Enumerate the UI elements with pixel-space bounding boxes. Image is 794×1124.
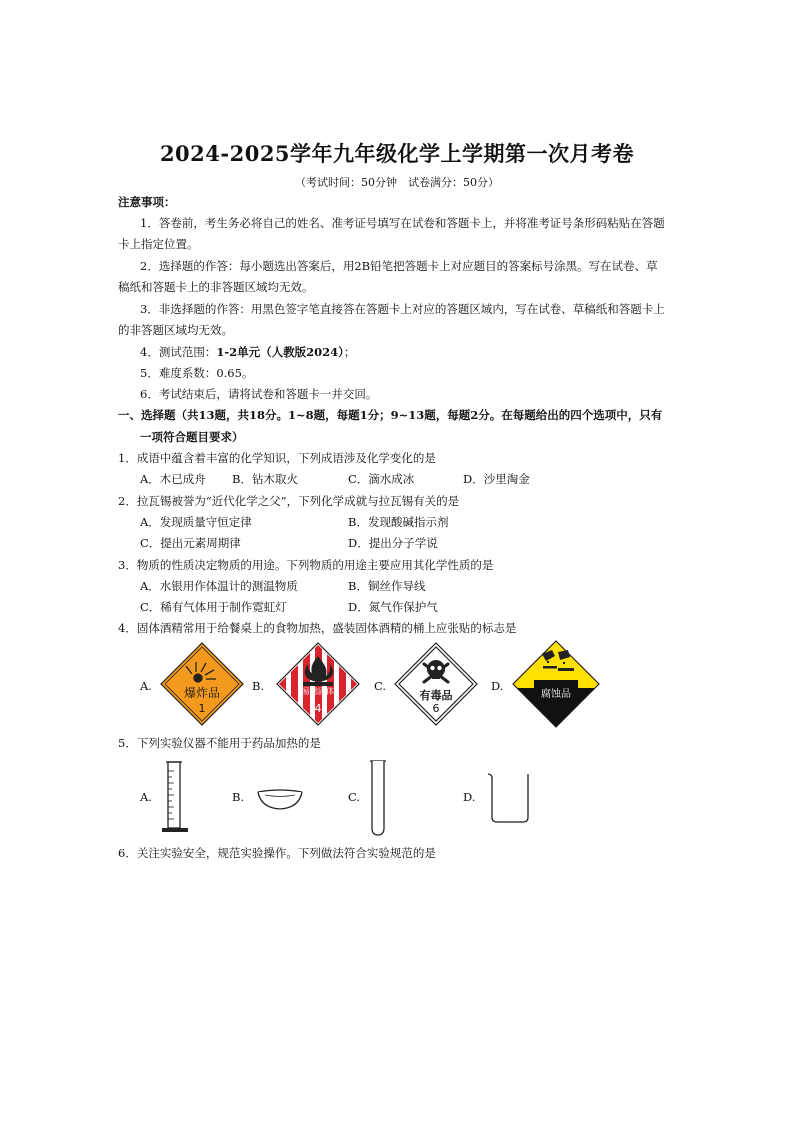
question-3-stem: 3．物质的性质决定物质的用途。下列物质的用途主要应用其化学性质的是 bbox=[118, 558, 494, 572]
note-2-line-1: 2．选择题的作答：每小题选出答案后，用2B铅笔把答题卡上对应题目的答案标号涂黑。写在试卷、草 bbox=[140, 259, 658, 273]
note-4-suffix: ； bbox=[343, 345, 356, 359]
section-1-heading-line-2: 一项符合题目要求） bbox=[140, 430, 244, 444]
beaker-icon bbox=[484, 771, 534, 825]
corrosive-sign-label: 腐蚀品 bbox=[541, 689, 571, 700]
question-6-stem: 6．关注实验安全，规范实验操作。下列做法符合实验规范的是 bbox=[118, 846, 436, 860]
q5-option-b: B. bbox=[232, 790, 245, 804]
explosive-sign bbox=[160, 642, 244, 726]
q4-option-a: A. bbox=[140, 679, 152, 693]
explosive-sign-label: 爆炸品 bbox=[183, 686, 220, 700]
q3-option-c: C．稀有气体用于制作霓虹灯 bbox=[140, 600, 287, 614]
note-3-line-2: 的非答题区域均无效。 bbox=[118, 323, 233, 337]
note-6: 6．考试结束后，请将试卷和答题卡一并交回。 bbox=[140, 387, 378, 401]
flammable-solid-sign bbox=[276, 642, 360, 726]
toxic-sign bbox=[394, 642, 478, 726]
q5-option-c: C. bbox=[348, 790, 361, 804]
q1-option-d: D．沙里淘金 bbox=[463, 472, 530, 486]
question-5-stem: 5．下列实验仪器不能用于药品加热的是 bbox=[118, 736, 321, 750]
flammable-solid-sign-number: 4 bbox=[314, 702, 322, 715]
test-scope: 1-2单元（人教版2024） bbox=[216, 345, 344, 359]
toxic-sign-number: 6 bbox=[432, 702, 440, 715]
corrosive-sign bbox=[512, 640, 600, 728]
evaporating-dish-icon bbox=[255, 786, 305, 814]
q2-option-c: C．提出元素周期律 bbox=[140, 536, 241, 550]
note-3-line-1: 3．非选择题的作答：用黑色签字笔直接答在答题卡上对应的答题区域内，写在试卷、草稿纸和答题卡上 bbox=[140, 302, 665, 316]
exam-info: （考试时间：50分钟 试卷满分：50分） bbox=[295, 176, 499, 189]
note-4-prefix: 4．测试范围： bbox=[140, 345, 217, 359]
graduated-cylinder-icon bbox=[160, 759, 190, 835]
q5-option-a: A. bbox=[140, 790, 152, 804]
q3-option-d: D．氮气作保护气 bbox=[348, 600, 438, 614]
note-2-line-2: 稿纸和答题卡上的非答题区域均无效。 bbox=[118, 280, 314, 294]
section-1-heading-line-1: 一、选择题（共13题，共18分。1~8题，每题1分；9~13题，每题2分。在每题给出的四个选项中，只有 bbox=[118, 408, 663, 422]
q1-option-b: B．钻木取火 bbox=[232, 472, 298, 486]
q2-option-d: D．提出分子学说 bbox=[348, 536, 438, 550]
q1-option-a: A．木已成舟 bbox=[140, 472, 206, 486]
note-1-line-1: 1．答卷前，考生务必将自己的姓名、准考证号填写在试卷和答题卡上，并将准考证号条形码粘贴在答题 bbox=[140, 216, 665, 230]
flammable-solid-sign-label: 易燃固体 bbox=[302, 687, 334, 696]
q3-option-b: B．铜丝作导线 bbox=[348, 579, 426, 593]
note-4 bbox=[140, 344, 355, 360]
toxic-sign-label: 有毒品 bbox=[419, 689, 453, 702]
q4-option-b: B. bbox=[252, 679, 265, 693]
page-title: 2024-2025学年九年级化学上学期第一次月考卷 bbox=[159, 141, 635, 166]
question-1-stem: 1．成语中蕴含着丰富的化学知识，下列成语涉及化学变化的是 bbox=[118, 451, 436, 465]
question-2-stem: 2．拉瓦锡被誉为“近代化学之父”，下列化学成就与拉瓦锡有关的是 bbox=[118, 494, 460, 508]
q4-option-d: D. bbox=[491, 679, 504, 693]
notes-heading: 注意事项： bbox=[118, 195, 176, 209]
q1-option-c: C．滴水成冰 bbox=[348, 472, 415, 486]
q4-option-c: C. bbox=[374, 679, 387, 693]
q5-option-d: D. bbox=[463, 790, 476, 804]
explosive-sign-number: 1 bbox=[198, 702, 206, 715]
corrosive-sign-icon bbox=[512, 640, 600, 728]
note-1-line-2: 卡上指定位置。 bbox=[118, 237, 199, 251]
question-4-stem: 4．固体酒精常用于给餐桌上的食物加热，盛装固体酒精的桶上应张贴的标志是 bbox=[118, 621, 517, 635]
note-5: 5．难度系数：0.65。 bbox=[140, 366, 254, 380]
q3-option-a: A．水银用作体温计的测温物质 bbox=[140, 579, 298, 593]
q2-option-a: A．发现质量守恒定律 bbox=[140, 515, 252, 529]
q2-option-b: B．发现酸碱指示剂 bbox=[348, 515, 449, 529]
test-tube-icon bbox=[366, 758, 390, 838]
